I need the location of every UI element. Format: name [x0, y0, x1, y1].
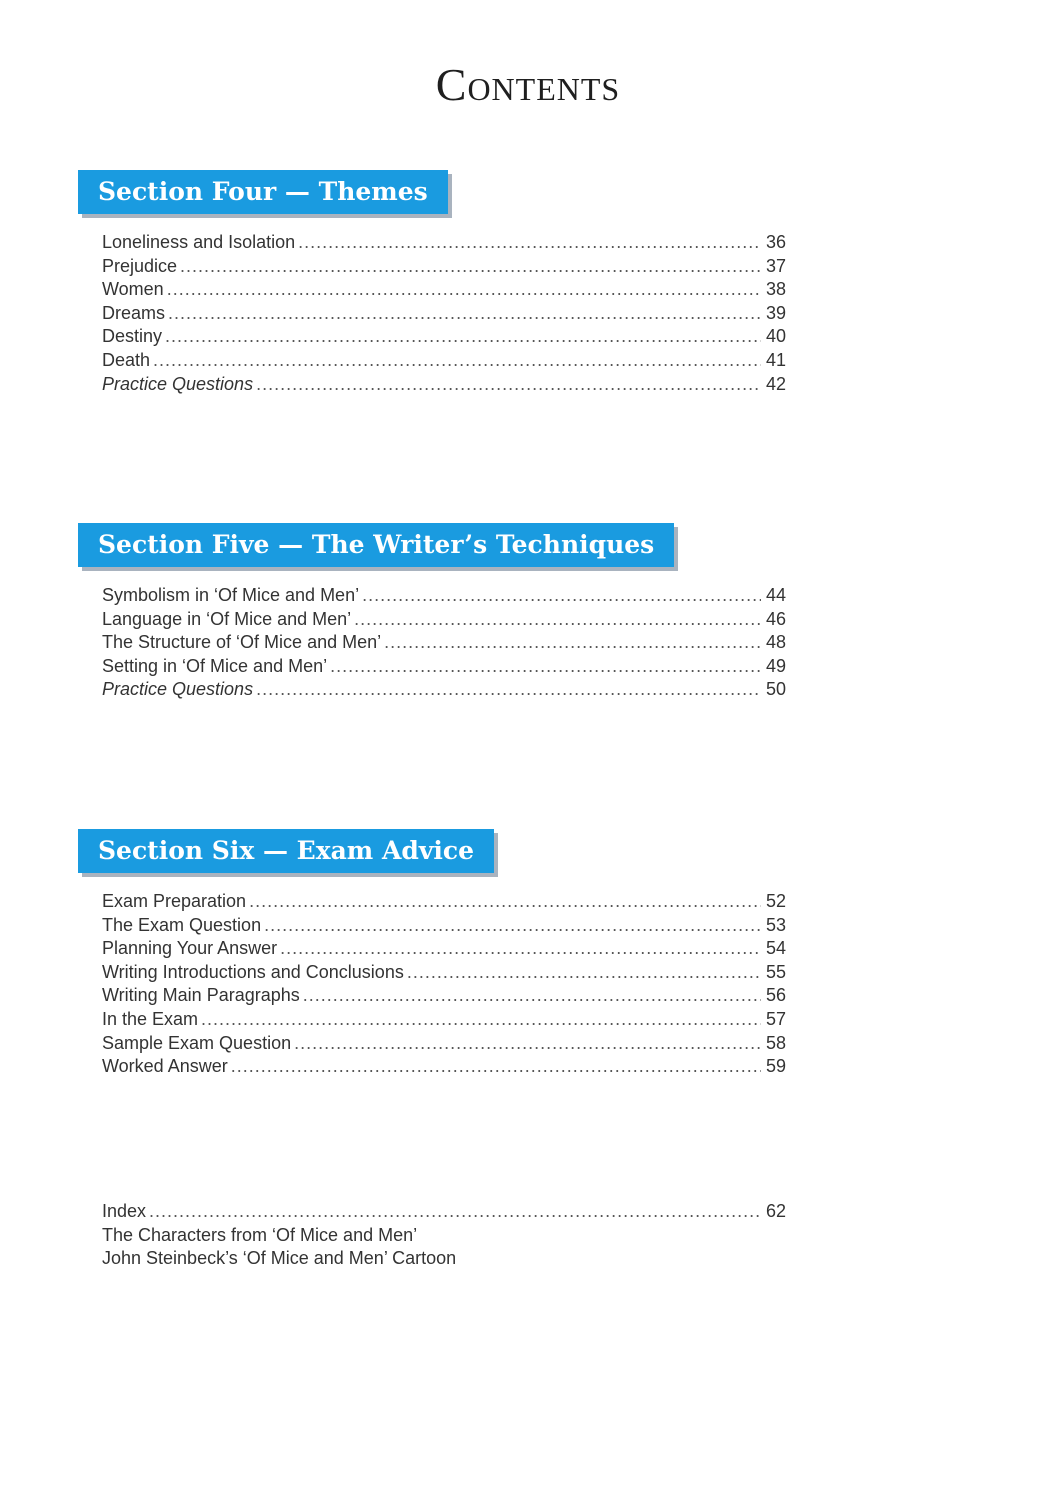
appendix-toc — [102, 1200, 786, 1271]
dot-leader — [294, 1032, 761, 1056]
toc-entry-label: In the Exam — [102, 1008, 199, 1029]
toc-entry[interactable] — [102, 325, 786, 349]
toc-entry-label: Language in ‘Of Mice and Men’ — [102, 608, 352, 629]
toc-entry-label: The Exam Question — [102, 914, 262, 935]
toc-entry-page: 36 — [765, 232, 786, 252]
dot-leader — [201, 1008, 761, 1032]
dot-leader — [165, 325, 761, 349]
section-four-toc — [102, 231, 786, 396]
toc-entry-page: 56 — [765, 985, 786, 1006]
toc-entry[interactable] — [102, 584, 786, 608]
toc-entry-page: 39 — [765, 302, 786, 323]
dot-leader — [168, 302, 761, 326]
toc-entry[interactable] — [102, 1055, 786, 1079]
toc-entry[interactable] — [102, 1008, 786, 1032]
dot-leader — [354, 608, 761, 632]
toc-entry-label: John Steinbeck’s ‘Of Mice and Men’ Cartoon — [102, 1248, 457, 1269]
toc-entry[interactable] — [102, 984, 786, 1008]
toc-entry-page: 55 — [765, 961, 786, 982]
toc-entry[interactable] — [102, 231, 786, 255]
toc-entry-page: 44 — [765, 585, 786, 605]
dot-leader — [362, 584, 761, 608]
toc-entry-label: Practice Questions — [102, 373, 254, 394]
toc-entry-label: Sample Exam Question — [102, 1032, 292, 1053]
toc-entry[interactable] — [102, 631, 786, 655]
toc-entry-page: 57 — [765, 1008, 786, 1029]
dot-leader — [256, 678, 761, 702]
toc-entry-page: 58 — [765, 1032, 786, 1053]
toc-entry[interactable] — [102, 373, 786, 397]
toc-entry-page: 40 — [765, 326, 786, 347]
page-title: Contents — [435, 59, 621, 110]
section-five-heading: Section Five — The Writer’s Techniques — [78, 523, 674, 567]
toc-entry[interactable] — [102, 255, 786, 279]
toc-entry[interactable] — [102, 655, 786, 679]
toc-entry[interactable] — [102, 302, 786, 326]
dot-leader — [280, 937, 761, 961]
toc-entry-page: 52 — [765, 891, 786, 911]
toc-entry[interactable] — [102, 1224, 786, 1248]
toc-entry-label: Planning Your Answer — [102, 938, 278, 959]
toc-entry-page: 38 — [765, 279, 786, 300]
dot-leader — [231, 1055, 761, 1079]
dot-leader — [303, 984, 761, 1008]
dot-leader — [407, 961, 761, 985]
toc-entry-page: 48 — [765, 632, 786, 653]
toc-entry-page: 50 — [765, 679, 786, 700]
toc-entry[interactable] — [102, 1032, 786, 1056]
toc-entry-label: Worked Answer — [102, 1056, 228, 1077]
toc-entry[interactable] — [102, 1200, 786, 1224]
dot-leader — [153, 349, 761, 373]
dot-leader — [249, 890, 761, 914]
toc-entry[interactable] — [102, 349, 786, 373]
toc-entry[interactable] — [102, 961, 786, 985]
toc-entry-page: 41 — [765, 349, 786, 370]
toc-entry[interactable] — [102, 608, 786, 632]
toc-entry-label: Practice Questions — [102, 679, 254, 700]
section-six-heading: Section Six — Exam Advice — [78, 829, 494, 873]
toc-entry-label: Dreams — [102, 302, 166, 323]
toc-entry-label: Index — [102, 1201, 147, 1221]
toc-entry-label: Women — [102, 279, 164, 300]
toc-entry-label: Setting in ‘Of Mice and Men’ — [102, 655, 328, 676]
dot-leader — [330, 655, 761, 679]
dot-leader — [149, 1200, 761, 1224]
section-six-toc — [102, 890, 786, 1079]
dot-leader — [180, 255, 761, 279]
toc-entry-label: Prejudice — [102, 255, 178, 276]
toc-entry-label: The Structure of ‘Of Mice and Men’ — [102, 632, 382, 653]
dot-leader — [384, 631, 761, 655]
toc-entry-page: 46 — [765, 608, 786, 629]
toc-entry-label: Loneliness and Isolation — [102, 232, 296, 252]
toc-entry[interactable] — [102, 890, 786, 914]
dot-leader — [256, 373, 761, 397]
dot-leader — [264, 914, 761, 938]
toc-entry-page: 54 — [765, 938, 786, 959]
section-four-heading: Section Four — Themes — [78, 170, 448, 214]
toc-entry-label: Death — [102, 349, 151, 370]
dot-leader — [167, 278, 761, 302]
toc-entry-page: 59 — [765, 1056, 786, 1077]
toc-entry-label: The Characters from ‘Of Mice and Men’ — [102, 1224, 418, 1245]
toc-entry-page: 53 — [765, 914, 786, 935]
toc-entry[interactable] — [102, 678, 786, 702]
toc-entry-page: 42 — [765, 373, 786, 394]
toc-entry-page: 62 — [765, 1201, 786, 1221]
toc-entry-page: 37 — [765, 255, 786, 276]
toc-entry[interactable] — [102, 937, 786, 961]
toc-entry[interactable] — [102, 278, 786, 302]
toc-entry-label: Writing Main Paragraphs — [102, 985, 300, 1006]
toc-entry-page: 49 — [765, 655, 786, 676]
toc-entry[interactable] — [102, 1247, 786, 1271]
toc-entry-label: Writing Introductions and Conclusions — [102, 961, 404, 982]
toc-entry-label: Symbolism in ‘Of Mice and Men’ — [102, 585, 360, 605]
dot-leader — [298, 231, 761, 255]
section-five-toc — [102, 584, 786, 702]
toc-entry[interactable] — [102, 914, 786, 938]
toc-entry-label: Exam Preparation — [102, 891, 247, 911]
toc-entry-label: Destiny — [102, 326, 163, 347]
